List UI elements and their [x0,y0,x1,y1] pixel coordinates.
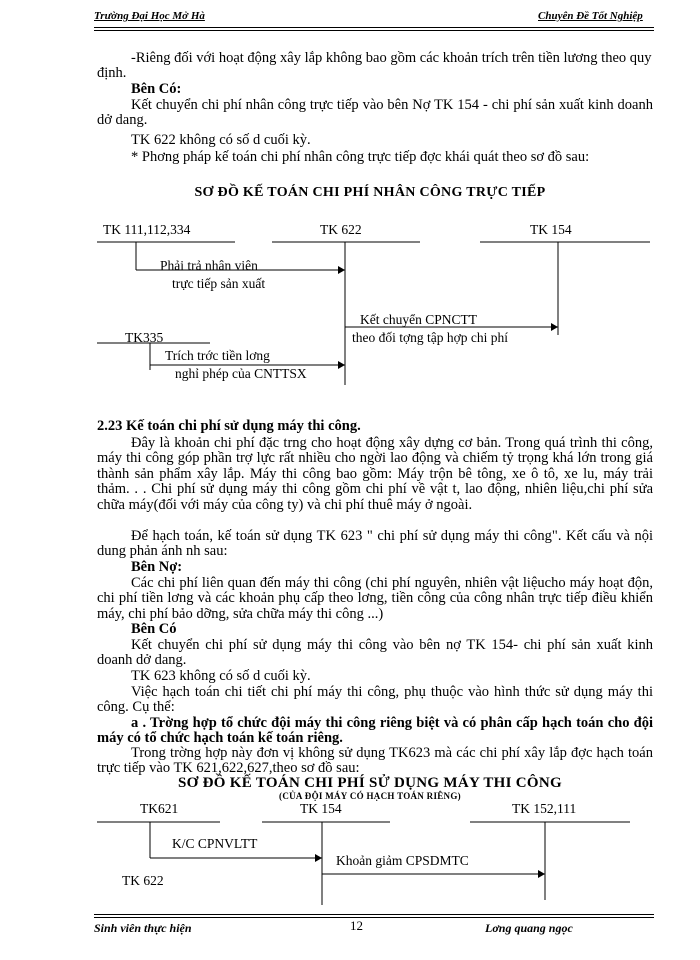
diagram1-label-pay-2: trực tiếp sản xuất [172,276,266,291]
para-tk623-balance: TK 623 không có số d cuối kỳ. [131,668,311,684]
ben-no-heading: Bên Nợ: [131,559,183,575]
para-ket-chuyen-622: Kết chuyển chi phí nhân công trực tiếp vào bên Nợ TK 154 - chi phí sản xuất kinh doanh dở dang. [97,97,653,129]
diagram1-title: SƠ ĐỒ KẾ TOÁN CHI PHÍ NHÂN CÔNG TRỰC TIẾP [194,185,546,200]
page-number: 12 [350,918,363,933]
diagram2-acc-left: TK621 [140,801,179,816]
diagram1-acc-left: TK 111,112,334 [103,222,191,237]
diagram1-label-tr-2: nghỉ phép của CNTTSX [175,366,307,381]
footer-student-name: Lơng quang ngọc [485,921,573,935]
diagram1-acc-right: TK 154 [530,222,572,237]
para-method-intro: * Phơng pháp kế toán chi phí nhân công trực tiếp đợc khái quát theo sơ đồ sau: [131,149,590,165]
diagram1-acc-335: TK335 [125,330,164,345]
para-case-a-detail: Trong trờng hợp này đơn vị không sử dụng TK623 mà các chi phí xây lắp đợc hạch toán trực tiếp vào TK 621,622,627,theo sơ đồ sau: [97,745,653,777]
footer-student-label: Sinh viên thực hiện [94,921,192,935]
para-machine-cost-intro: Đây là khoản chi phí đặc trng cho hoạt động xây dựng cơ bản. Trong quá trình thi công, máy thi công góp phần trợ lực rất nhiều cho ngời lao động và chiếm tỷ trọng khá lớn trong giá thành sản phẩm xây lắp. Máy thi công bao gồm: Máy trộn bê tông, xe ô tô, xe lu, máy trải thảm. . . Chi phí sử dụng máy thi công gồm chi phí về vật t, lao động, nhiên liệu,chi phí sửa chữa máy(đối với máy của công ty) và chi phí thuê máy ở ngoài. [97,435,653,513]
para-salary-exclusion: -Riêng đối với hoạt động xây lắp không bao gồm các khoản trích trên tiền lương theo quy định. [97,50,652,82]
diagram2-acc-mid: TK 154 [300,801,342,816]
para-tk622-balance: TK 622 không có số d cuối kỳ. [131,132,311,148]
diagram2-acc-right: TK 152,111 [512,801,577,816]
diagram2-subtitle: (CỦA ĐỘI MÁY CÓ HẠCH TOÁN RIÊNG) [279,791,461,801]
diagram1-label-kc-2: theo đối tợng tập hợp chi phí [352,330,509,345]
diagram2-title: SƠ ĐỒ KẾ TOÁN CHI PHÍ SỬ DỤNG MÁY THI CÔNG [177,775,563,791]
diagram1-label-kc-1: Kết chuyển CPNCTT [360,312,477,327]
para-ben-co-content: Kết chuyển chi phí sử dụng máy thi công vào bên nợ TK 154- chi phí sản xuất kinh doanh dở dang. [97,637,653,669]
header-topic: Chuyên Đề Tốt Nghiệp [538,10,643,22]
diagram1-label-tr-1: Trích trớc tiền lơng [165,348,270,363]
para-ben-no-content: Các chi phí liên quan đến máy thi công (chi phí nguyên, nhiên vật liệucho máy hoạt độn, chi phí tiền lơng và các khoản phụ cấp theo lơng, tiền công của công nhân trực tiếp điều khiển máy, chi phí bảo dỡng, sửa chữa máy thi công ...) [97,575,653,622]
footer-rule [94,914,654,915]
diagram2-acc-622: TK 622 [122,873,164,888]
diagram1-acc-mid: TK 622 [320,222,362,237]
ben-co-heading-2: Bên Có [131,621,177,637]
header-school: Trường Đại Học Mở Hà [94,10,205,22]
para-case-a: a . Trờng hợp tổ chức đội máy thi công riêng biệt và có phân cấp hạch toán cho đội máy có tổ chức hạch toán kế toán riêng. [97,715,653,747]
diagram2-label-kc: K/C CPNVLTT [172,836,258,851]
para-tk623-usage: Để hạch toán, kế toán sử dụng TK 623 " chi phí sử dụng máy thi công". Kết cấu và nội dung phản ánh nh sau: [97,528,653,560]
footer-rule-2 [94,917,654,918]
section-223-heading: 2.23 Kế toán chi phí sử dụng máy thi công. [97,418,361,434]
ben-co-heading-1: Bên Có: [131,81,182,97]
para-detail-method: Việc hạch toán chi tiết chi phí máy thi công, phụ thuộc vào hình thức sử dụng máy thi công. Cụ thể: [97,684,653,716]
diagram2-label-giam: Khoản giảm CPSDMTC [336,853,469,868]
diagram1-label-pay-1: Phải trả nhân viên [160,258,258,273]
